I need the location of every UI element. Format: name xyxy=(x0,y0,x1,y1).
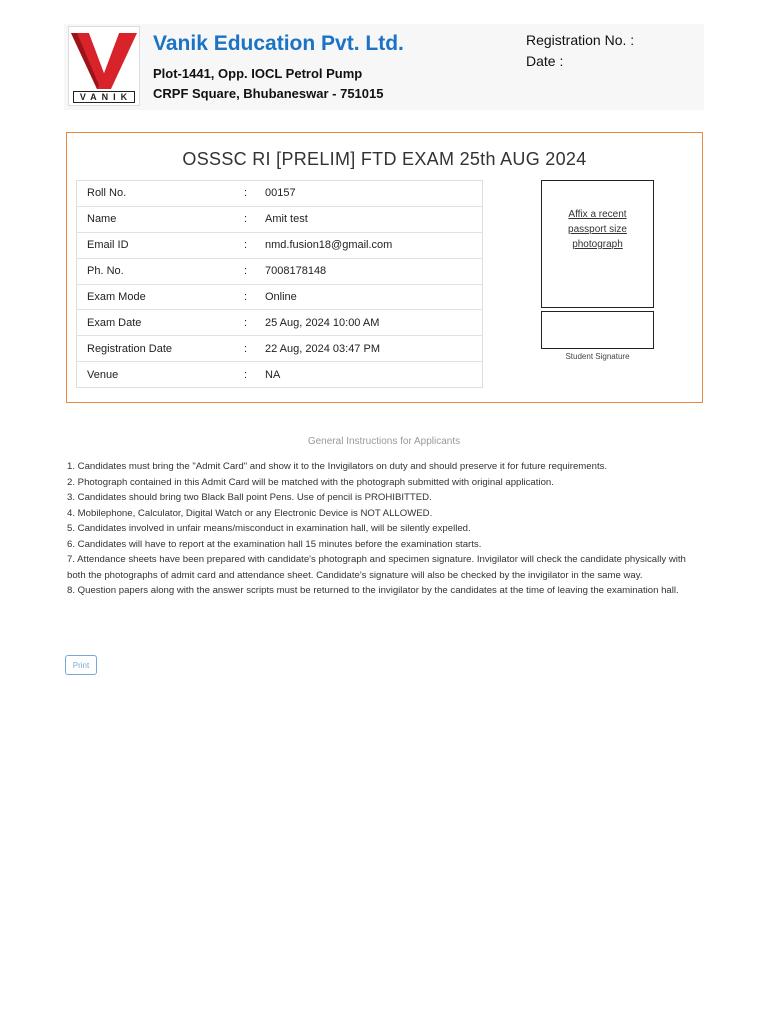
instruction-item: 1. Candidates must bring the "Admit Card" and show it to the Invigilators on duty and should preserve it for future requirements. xyxy=(67,461,608,472)
instructions-title: General Instructions for Applicants xyxy=(307,436,461,447)
admit-card xyxy=(66,132,703,403)
vanik-v-logo-icon xyxy=(69,27,139,93)
instruction-item: 6. Candidates will have to report at the examination hall 15 minutes before the examination starts. xyxy=(67,538,482,550)
field-value: 22 Aug, 2024 03:47 PM xyxy=(265,342,380,355)
field-separator: : xyxy=(244,342,248,355)
instruction-item: 3. Candidates should bring two Black Ball point Pens. Use of pencil is PROHIBITTED. xyxy=(67,492,432,503)
field-value: 7008178148 xyxy=(265,265,327,278)
instructions-list xyxy=(67,459,703,599)
candidate-row xyxy=(77,206,483,232)
photo-instruction: Affix a recent passport size photograph xyxy=(568,209,627,250)
vanik-logo xyxy=(68,26,140,106)
field-separator: : xyxy=(244,368,248,381)
company-name: Vanik Education Pvt. Ltd. xyxy=(153,32,404,55)
field-label: Exam Mode xyxy=(87,291,146,303)
candidate-row xyxy=(77,284,483,310)
candidate-row xyxy=(77,336,483,362)
field-label: Name xyxy=(87,213,117,226)
exam-title: OSSSC RI [PRELIM] FTD EXAM 25th AUG 2024 xyxy=(182,149,587,169)
logo-text: VANIK xyxy=(73,91,135,103)
date-label: Date : xyxy=(526,53,564,69)
field-label: Ph. No. xyxy=(87,265,124,278)
registration-no-label: Registration No. : xyxy=(526,32,635,48)
field-value: Amit test xyxy=(265,213,308,226)
field-label: Venue xyxy=(87,368,119,381)
field-label: Exam Date xyxy=(87,316,142,329)
field-label: Email ID xyxy=(87,239,129,252)
field-value: 25 Aug, 2024 10:00 AM xyxy=(265,316,380,329)
candidate-row xyxy=(77,232,483,258)
field-separator: : xyxy=(244,316,248,329)
company-address-line2: CRPF Square, Bhubaneswar - 751015 xyxy=(153,86,384,101)
candidate-row xyxy=(77,181,483,207)
signature-box xyxy=(541,311,654,349)
instruction-item: 5. Candidates involved in unfair means/misconduct in examination hall, will be silently expelled. xyxy=(67,523,471,534)
instruction-item: 8. Question papers along with the answer scripts must be returned to the invigilator by the candidates at the time of leaving the examination hall. xyxy=(67,585,679,596)
photo-placeholder xyxy=(541,180,654,308)
field-value: Online xyxy=(265,291,297,303)
instruction-item: 4. Mobilephone, Calculator, Digital Watch or any Electronic Device is NOT ALLOWED. xyxy=(67,507,433,519)
print-button[interactable]: Print xyxy=(65,655,97,675)
field-separator: : xyxy=(244,213,248,226)
candidate-row xyxy=(77,258,483,284)
signature-label: Student Signature xyxy=(565,352,630,361)
field-value: nmd.fusion18@gmail.com xyxy=(265,239,393,252)
field-label: Registration Date xyxy=(87,342,172,355)
candidate-row xyxy=(77,310,483,336)
instruction-item: 7. Attendance sheets have been prepared with candidate's photograph and specimen signature. Invigilator will check the candidate physically with both the photographs of admit card and attendance sheet. Candidate's signature will also be checked by the invigilator in the same way. xyxy=(67,554,686,581)
admit-card-header xyxy=(64,24,704,110)
field-label: Roll No. xyxy=(87,187,127,200)
field-separator: : xyxy=(244,291,248,303)
field-separator: : xyxy=(244,265,248,278)
company-address-line1: Plot-1441, Opp. IOCL Petrol Pump xyxy=(153,66,363,81)
field-value: 00157 xyxy=(265,187,296,200)
field-separator: : xyxy=(244,239,248,252)
field-separator: : xyxy=(244,187,248,200)
instruction-item: 2. Photograph contained in this Admit Card will be matched with the photograph submitted with original application. xyxy=(67,476,554,488)
candidate-row xyxy=(77,362,483,388)
field-value: NA xyxy=(265,368,281,381)
candidate-details-table xyxy=(76,180,483,388)
